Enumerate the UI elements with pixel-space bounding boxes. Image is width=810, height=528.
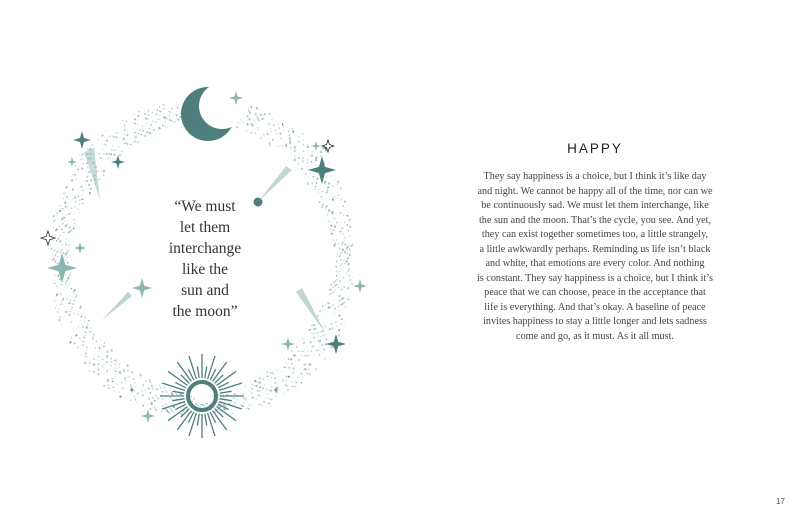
body-paragraph <box>470 170 720 344</box>
body-line: life is everything. And that’s okay. A baseline of peace <box>484 301 706 313</box>
body-line: is constant. They say happiness is a choice, but I think it’s <box>476 272 714 284</box>
sparkle-star-icon <box>111 155 125 169</box>
body-line: invites happiness to stay a little longer and lets sadness <box>483 316 707 327</box>
quote-line: sun and <box>181 282 229 299</box>
sparkle-star-icon <box>74 242 86 254</box>
body-line: They say happiness is a choice, but I think it’s like day <box>483 171 707 182</box>
comet-icon <box>84 148 100 200</box>
body-line: peace that we can choose, peace in the acceptance that <box>484 287 706 298</box>
sun-icon <box>160 354 244 438</box>
quote-line: “We must <box>174 198 236 215</box>
sparkle-star-icon <box>73 131 91 149</box>
sparkle-star-icon <box>129 387 135 393</box>
sparkle-star-icon <box>47 253 77 283</box>
body-line: come and go, as it must. As it all must. <box>516 330 674 342</box>
sparkle-star-icon <box>141 409 155 423</box>
crescent-moon-icon <box>181 83 245 141</box>
sparkle-star-icon <box>326 334 346 354</box>
comet-icon <box>102 292 132 320</box>
sparkle-star-icon <box>308 156 336 184</box>
body-line: a little awkwardly perhaps. Reminding us life isn’t black <box>479 243 711 255</box>
quote-line: let them <box>179 219 231 236</box>
body-line: be continuously sad. We must let them interchange, like <box>481 200 709 211</box>
pull-quote <box>140 196 270 322</box>
sparkle-star-icon <box>311 141 321 151</box>
sparkle-star-icon <box>281 337 295 351</box>
section-heading: HAPPY <box>567 141 623 156</box>
quote-line: interchange <box>168 240 242 257</box>
sparkle-star-icon <box>353 279 367 293</box>
quote-line: the moon” <box>172 303 238 320</box>
body-line: and night. We cannot be happy all of the time, nor can we <box>477 185 713 197</box>
body-line: the sun and the moon. That’s the cycle, you see. And yet, <box>478 214 712 226</box>
page-number: 17 <box>776 497 785 506</box>
outline-star-icon <box>41 231 55 245</box>
outline-star-icon <box>322 140 334 152</box>
quote-line: like the <box>181 261 229 278</box>
body-line: and white, that emotions are every color. And nothing <box>485 258 705 269</box>
comet-icon <box>296 288 326 334</box>
body-line: they can exist together sometimes too, a little strangely, <box>481 229 709 240</box>
